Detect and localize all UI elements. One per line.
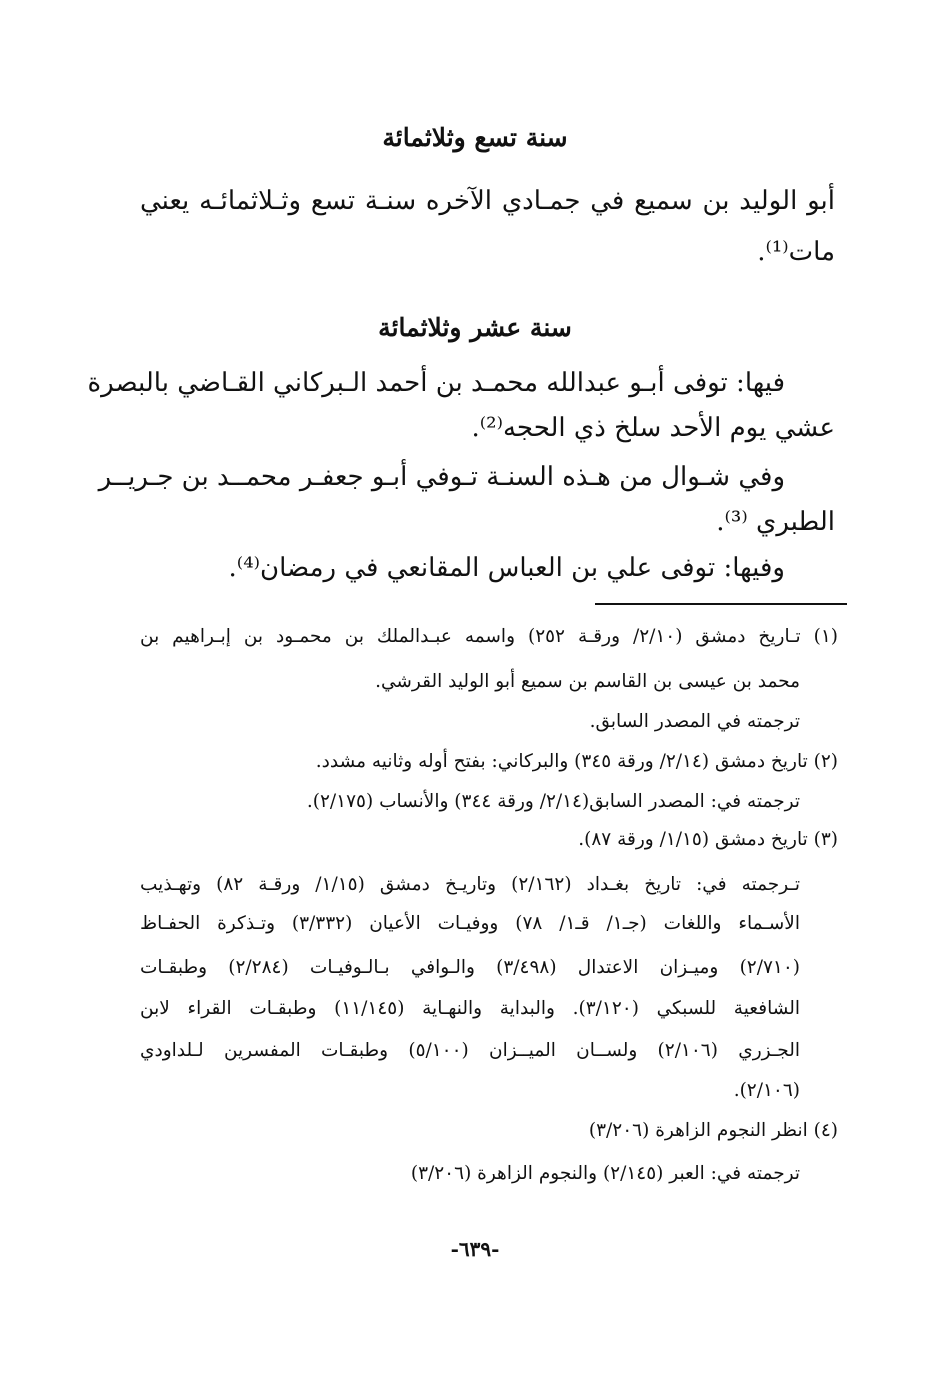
body-line: الطبري ⁽³⁾. — [716, 507, 835, 537]
body-line: أبو الوليد بن سميع في جمـادي الآخره سنـة تسع وثـلاثمائـه يعني — [140, 186, 835, 216]
footnote-line: (٣) تاريخ دمشق (١/١٥/ ورقة ٨٧). — [578, 829, 838, 850]
footnote-separator — [595, 603, 847, 605]
body-line: وفي شـوال من هـذه السنـة تـوفي أبـو جعفـر محمــد بن جـريــر — [98, 462, 785, 492]
footnote-line: ترجمته في: العبر (٢/١٤٥) والنجوم الزاهرة (٣/٢٠٦) — [410, 1163, 800, 1184]
footnote-line: ترجمته في: المصدر السابق(٢/١٤/ ورقة ٣٤٤) والأنساب (٢/١٧٥). — [306, 791, 800, 812]
footnote-line: الجـزري (٢/١٠٦) ولســان الميــزان (٥/١٠٠) وطبقـات المفسرين لـلداودي — [140, 1040, 800, 1061]
section-heading-310: سنة عشر وثلاثمائة — [378, 313, 572, 342]
footnote-line: الأسـماء واللغات (جـ١/ قـ١/ ٧٨) ووفيـات الأعيان (٣/٣٣٢) وتـذكرة الحفـاظ — [140, 913, 800, 934]
footnote-line: (٤) انظر النجوم الزاهرة (٣/٢٠٦) — [588, 1120, 838, 1141]
section-heading-309: سنة تسع وثلاثمائة — [382, 123, 568, 152]
footnote-line: الشافعية للسبكي (٣/١٢٠). والبداية والنهـاية (١١/١٤٥) وطبقـات القراء لابن — [140, 998, 800, 1019]
footnote-line: تـرجمته في: تاريخ بغـداد (٢/١٦٢) وتاريـخ دمشق (١/١٥/ ورقـة ٨٢) وتهـذيب — [140, 874, 801, 895]
body-line: مات⁽¹⁾. — [757, 237, 835, 267]
page-number: -٦٣٩- — [450, 1237, 500, 1261]
footnote-line: (٢/٧١٠) وميـزان الاعتدال (٣/٤٩٨) والـوافي بـالـوفيـات (٢/٢٨٤) وطبقـات — [140, 957, 800, 978]
body-line: وفيها: توفى علي بن العباس المقانعي في رمضان⁽⁴⁾. — [228, 553, 785, 583]
footnote-line: (٢/١٠٦). — [733, 1080, 800, 1101]
body-line: عشي يوم الأحد سلخ ذي الحجه⁽²⁾. — [471, 413, 835, 443]
footnote-line: ترجمته في المصدر السابق. — [589, 711, 800, 732]
footnote-line: (٢) تاريخ دمشق (٢/١٤/ ورقة ٣٤٥) والبركاني: بفتح أوله وثانيه مشدد. — [315, 751, 838, 772]
body-line: فيها: توفى أبـو عبدالله محمـد بن أحمد الـبركاني القـاضي بالبصرة — [87, 368, 785, 398]
footnote-line: (١) تـاريخ دمشق (٢/١٠/ ورقـة ٢٥٢) واسمه عبـدالملك بن محمـود بن إبـراهيم بن — [140, 626, 838, 647]
footnote-line: محمد بن عيسى بن القاسم بن سميع أبو الوليد القرشي. — [375, 671, 800, 692]
